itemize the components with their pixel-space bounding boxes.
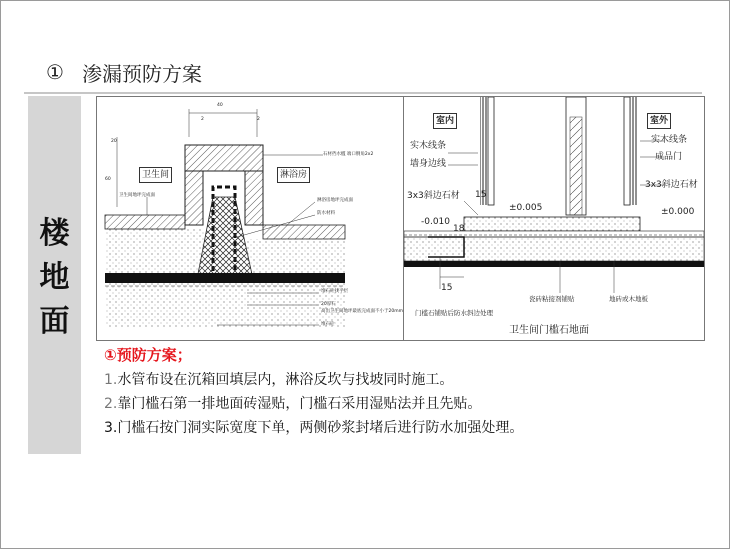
skirting-label: 墙身边线 (410, 159, 447, 169)
threshold-note: 门槛石铺贴后防水斜边处理 (415, 309, 493, 317)
shower-label: 淋浴房 (277, 167, 310, 183)
note-item (104, 368, 694, 392)
solid-wood-right: 实木线条 (651, 135, 688, 145)
dim-15-top: 15 (475, 190, 487, 200)
section-number: ① (46, 60, 64, 84)
bathroom-label: 卫生间 (139, 167, 172, 183)
note-bath-floor: 卫生间地坪完成面 (119, 193, 155, 198)
detail-drawing (96, 96, 705, 341)
dim-b: 2 (257, 117, 260, 122)
tile-note: 瓷砖粘接剂铺贴 (529, 295, 575, 303)
note-number: 3. (104, 420, 118, 436)
side-label-text: 楼地面 (39, 216, 70, 339)
drawing-caption: 卫生间门槛石地面 (509, 325, 589, 336)
note-leveling: 堆石砼找平层 (321, 289, 348, 294)
title-row (46, 58, 202, 86)
left-drawing (105, 109, 345, 327)
side-label (28, 212, 81, 344)
dim-top: 40 (217, 103, 223, 108)
note-number: 2. (104, 396, 118, 412)
note-item (104, 416, 694, 440)
note-text: 门槛石按门洞实际宽度下单，两侧砂浆封堵后进行防水加强处理。 (117, 420, 524, 436)
floor-note: 地砖或木地板 (609, 295, 648, 303)
notes-heading: ①预防方案； (104, 346, 192, 364)
note-item (104, 392, 694, 416)
note-height: 高出卫生间地坪最底完成面不小于20mm (321, 309, 403, 314)
dim-c: 20 (111, 139, 117, 144)
finished-door: 成品门 (655, 152, 683, 162)
note-threshold-stone: 石材挡水槛 端口倒角2x2 (323, 152, 374, 157)
elev-left: -0.010 (421, 217, 451, 227)
dim-15-bottom: 15 (441, 283, 453, 293)
outdoor-label: 室外 (647, 113, 671, 129)
slide-title: 渗漏预防方案 (82, 61, 202, 86)
bevel-stone-left: 3x3斜边石材 (407, 191, 460, 201)
note-text: 水管布设在沉箱回填层内，淋浴反坎与找坡同时施工。 (117, 372, 454, 388)
dim-18: 18 (453, 224, 465, 234)
drawing-lines (97, 97, 704, 340)
elev-mid: ±0.005 (509, 203, 543, 213)
indoor-label: 室内 (433, 113, 457, 129)
note-concrete: 堆石砼 (321, 322, 335, 327)
drawing-divider (403, 97, 404, 340)
note-shower-floor: 淋浴房地坪完成面 (317, 198, 353, 203)
dim-a: 2 (201, 117, 204, 122)
solid-wood-left: 实木线条 (410, 141, 447, 151)
dim-left: 60 (105, 177, 111, 182)
title-underline (24, 92, 702, 94)
note-stone: 20厚石 (321, 302, 336, 307)
bevel-stone-right: 3x3斜边石材 (645, 180, 698, 190)
note-number: 1. (104, 372, 118, 388)
elev-right: ±0.000 (661, 207, 695, 217)
notes-section (104, 344, 694, 440)
note-text: 靠门槛石第一排地面砖湿贴，门槛石采用湿贴法并且先贴。 (117, 396, 482, 412)
note-waterproof: 防水材料 (317, 211, 335, 216)
